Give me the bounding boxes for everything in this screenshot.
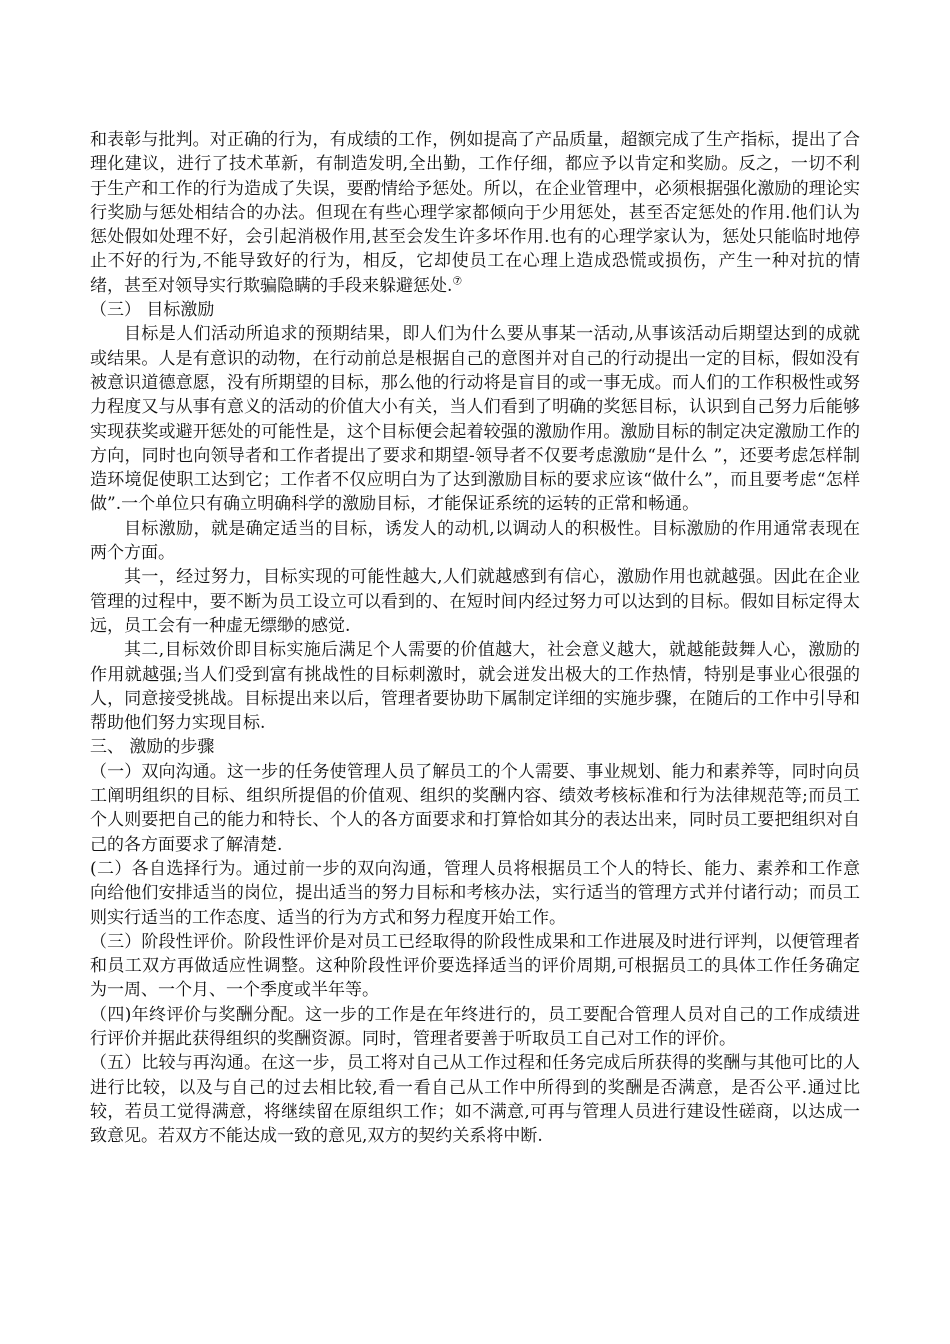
- paragraph-step-five: （五）比较与再沟通。在这一步，员工将对自己从工作过程和任务完成后所获得的奖酬与其他可比的人进行比较，以及与自己的过去相比较,看一看自己从工作中所得到的奖酬是否满意，是否公平.通过比较，若员工觉得满意，将继续留在原组织工作；如不满意,可再与管理人员进行建设性磋商，以达成一致意见。若双方不能达成一致的意见,双方的契约关系将中断.: [90, 1053, 860, 1147]
- paragraph-goal-definition: 目标是人们活动所追求的预期结果，即人们为什么要从事某一活动,从事该活动后期望达到的成就或结果。人是有意识的动物，在行动前总是根据自己的意图并对自己的行动提出一定的目标，假如没有被意识道德意愿，没有所期望的目标，那么他的行动将是盲目的或一事无成。而人们的工作积极性或努力程度又与从事有意义的活动的价值大小有关，当人们看到了明确的奖惩目标，认识到自己努力后能够实现获奖或避开惩处的可能性是，这个目标便会起着较强的激励作用。激励目标的制定决定激励工作的方向，同时也向领导者和工作者提出了要求和期望-领导者不仅要考虑激励“是什么 ”，还要考虑怎样制造环境促使职工达到它；工作者不仅应明白为了达到激励目标的要求应该“做什么”，而且要考虑“怎样做”.一个单位只有确立明确科学的激励目标，才能保证系统的运转的正常和畅通。: [90, 324, 860, 515]
- paragraph-second-aspect: 其二,目标效价即目标实施后满足个人需要的价值越大，社会意义越大，就越能鼓舞人心，激励的作用就越强;当人们受到富有挑战性的目标刺激时，就会迸发出极大的工作热情，特别是事业心很强的人，同意接受挑战。目标提出来以后，管理者要协助下属制定详细的实施步骤，在随后的工作中引导和帮助他们努力实现目标.: [90, 640, 860, 734]
- paragraph-step-four: （四)年终评价与奖酬分配。这一步的工作是在年终进行的，员工要配合管理人员对自己的工作成绩进行评价并据此获得组织的奖酬资源。同时，管理者要善于听取员工自己对工作的评价。: [90, 1004, 860, 1049]
- paragraph-step-two: (二）各自选择行为。通过前一步的双向沟通，管理人员将根据员工个人的特长、能力、素养和工作意向给他们安排适当的岗位，提出适当的努力目标和考核办法，实行适当的管理方式并付诸行动；而员工则实行适当的工作态度、适当的行为方式和努力程度开始工作。: [90, 858, 860, 928]
- document-body: [90, 128, 860, 1148]
- section-heading-goal-motivation: （三） 目标激励: [90, 300, 215, 321]
- paragraph-step-three: （三）阶段性评价。阶段性评价是对员工已经取得的阶段性成果和工作进展及时进行评判，以便管理者和员工双方再做适应性调整。这种阶段性评价要选择适当的评价周期,可根据员工的具体工作任务确定为一周、一个月、一个季度或半年等。: [90, 931, 860, 1001]
- footnote-marker: ⑦: [452, 274, 463, 288]
- paragraph-first-aspect: 其一，经过努力，目标实现的可能性越大,人们就越感到有信心，激励作用也就越强。因此在企业管理的过程中，要不断为员工设立可以看到的、在短时间内经过努力可以达到的目标。假如目标定得太远，员工会有一种虚无缥缈的感觉.: [90, 567, 860, 636]
- paragraph-goal-motivation: 目标激励，就是确定适当的目标，诱发人的动机,以调动人的积极性。目标激励的作用通常表现在两个方面。: [90, 518, 860, 564]
- section-heading-steps: 三、 激励的步骤: [90, 737, 215, 758]
- paragraph-step-one: （一）双向沟通。这一步的任务使管理人员了解员工的个人需要、事业规划、能力和素养等，同时向员工阐明组织的目标、组织所提倡的价值观、组织的奖酬内容、绩效考核标准和行为法律规范等;而员工个人则要把自己的能力和特长、个人的各方面要求和打算恰如其分的表达出来，同时员工要把组织对自己的各方面要求了解清楚.: [90, 761, 860, 855]
- paragraph-text: 和表彰与批判。对正确的行为，有成绩的工作，例如提高了产品质量，超额完成了生产指标，提出了合理化建议，进行了技术革新，有制造发明,全出勤，工作仔细，都应予以肯定和奖励。反之，一切不利于生产和工作的行为造成了失误，要酌情给予惩处。所以，在企业管理中，必须根据强化激励的理论实行奖励与惩处相结合的办法。但现在有些心理学家都倾向于少用惩处，甚至否定惩处的作用.他们认为惩处假如处理不好，会引起消极作用,甚至会发生许多坏作用.也有的心理学家认为，惩处只能临时地停止不好的行为,不能导致好的行为，相反，它却使员工在心理上造成恐慌或损伤，产生一种对抗的情绪，甚至对领导实行欺骗隐瞒的手段来躲避惩处.: [90, 130, 860, 296]
- paragraph-reward-punishment: [90, 128, 860, 298]
